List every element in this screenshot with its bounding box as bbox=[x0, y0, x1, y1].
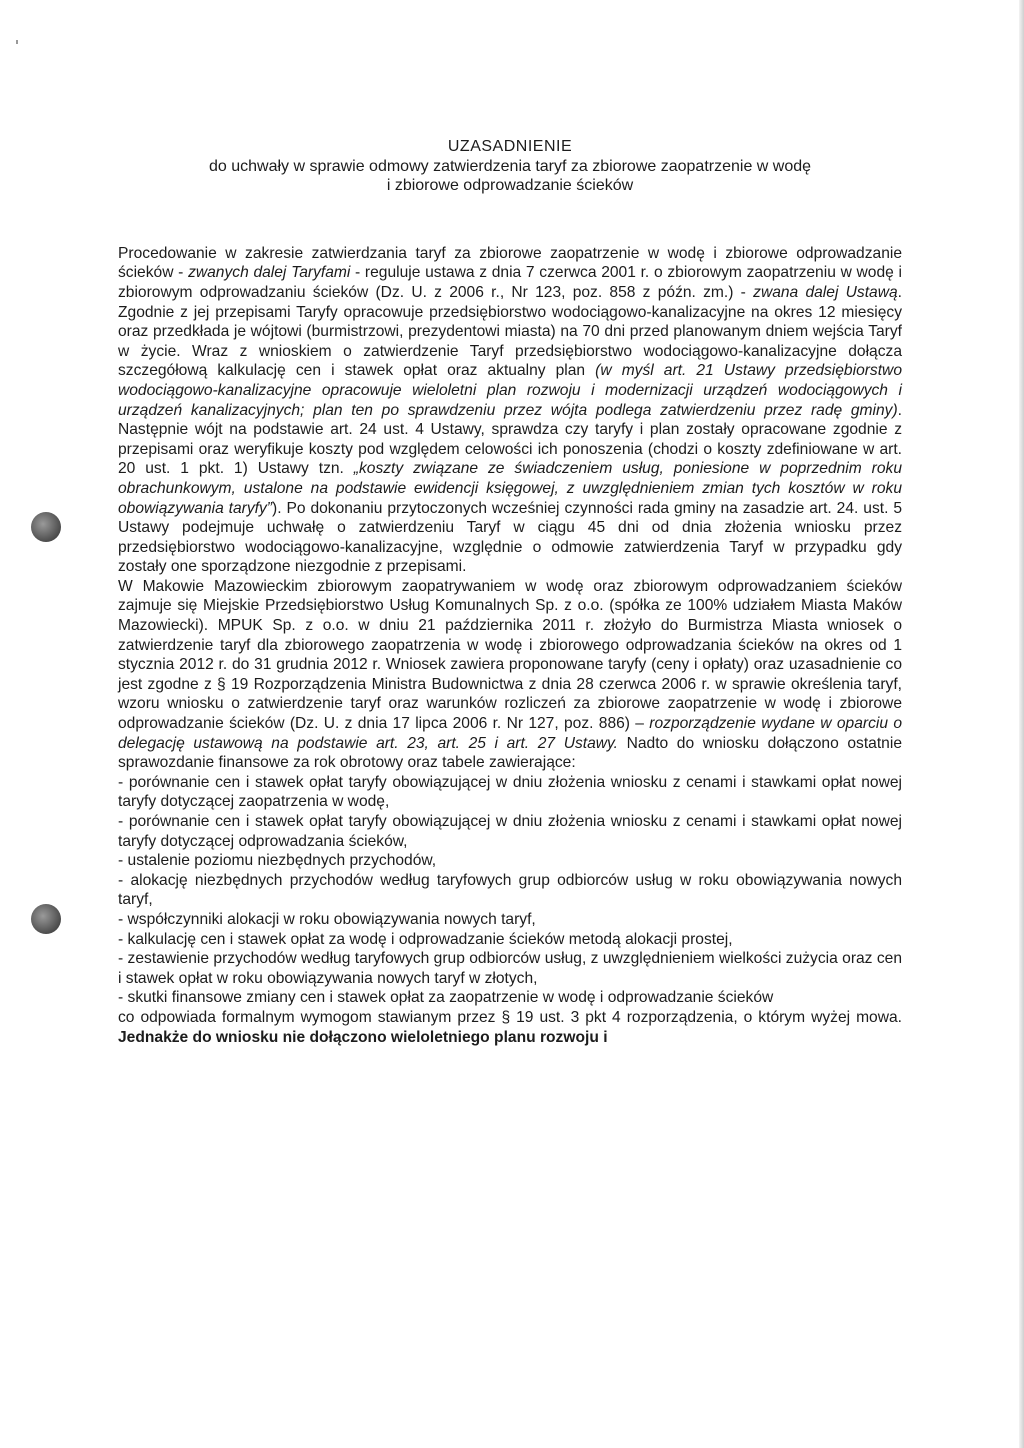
page-edge-shadow bbox=[1019, 0, 1024, 1448]
paragraph1-text-3: . Zgodnie z jej przepisami Taryfy opracowuje przedsiębiorstwo wodociągowo-kanalizacyjne na okres 12 miesięcy oraz przedkłada je wójtowi (burmistrzowi, prezydentowi miasta) na 70 dni przed planowanym dniem wejścia Taryf w życie. Wraz z wnioskiem o zatwierdzenie Taryf przedsiębiorstwo wodociągowo-kanalizacyjne dołącza szczegółową kalkulację cen i stawek opłat oraz aktualny plan bbox=[118, 283, 903, 380]
list-item: - porównanie cen i stawek opłat taryfy obowiązującej w dniu złożenia wniosku z cenami i stawkami opłat nowej taryfy dotyczącej odprowadzania ścieków, bbox=[118, 813, 902, 850]
paragraph2-italic-1: rozporządzenie wydane w oparciu o delegację ustawową na podstawie art. 23, art. 25 i art. 27 Ustawy. bbox=[118, 715, 902, 752]
document-title: UZASADNIENIE bbox=[447, 138, 573, 155]
paragraph1-text-1: Procedowanie w zakresie zatwierdzania taryf za zbiorowe zaopatrzenie w wodę i zbiorowe odprowadzanie ścieków - bbox=[118, 244, 902, 282]
scan-speck bbox=[16, 40, 18, 44]
attachment-list bbox=[118, 773, 902, 1008]
paragraph2-text-2: Nadto do wniosku dołączono ostatnie sprawozdanie finansowe za rok obrotowy oraz tabele zawierające: bbox=[118, 734, 902, 772]
paragraph-makow bbox=[118, 577, 902, 773]
punch-hole-lower bbox=[31, 904, 61, 934]
paragraph-closing bbox=[118, 1008, 902, 1047]
document-subtitle-line1: do uchwały w sprawie odmowy zatwierdzenia taryf za zbiorowe zaopatrzenie w wodę bbox=[208, 157, 812, 175]
paragraph1-italic-3: (w myśl art. 21 Ustawy przedsiębiorstwo wodociągowo-kanalizacyjne opracowuje wieloletni plan rozwoju i modernizacji urządzeń wodociągowych i urządzeń kanalizacyjnych; plan ten po sprawdzeniu przez wójta podlega zatwierdzeniu przez radę gminy) bbox=[118, 362, 902, 419]
paragraph1-italic-1: zwanych dalej Taryfami bbox=[188, 264, 351, 282]
paragraph1-text-5: ). Po dokonaniu przytoczonych wcześniej czynności rada gminy na zasadzie art. 24. ust. 5 Ustawy podejmuje uchwałę o zatwierdzeniu Taryf w ciągu 45 dni od dnia złożenia wniosku przez przedsiębiorstwo wodociągowo-kanalizacyjne, względnie o odmowie zatwierdzenia Taryf w przypadku gdy zostały one sporządzone niezgodnie z przepisami. bbox=[118, 499, 902, 576]
list-item: - zestawienie przychodów według taryfowych grup odbiorców usług, z uwzględnieniem wielkości zużycia oraz cen i stawek opłat w roku obowiązywania nowych taryf w złotych, bbox=[118, 950, 902, 987]
closing-text: co odpowiada formalnym wymogom stawianym przez § 19 ust. 3 pkt 4 rozporządzenia, o którym wyżej mowa. bbox=[118, 1008, 902, 1026]
paragraph1-text-2: - reguluje ustawa z dnia 7 czerwca 2001 r. o zbiorowym zaopatrzeniu w wodę i zbiorowym odprowadzaniu ścieków (Dz. U. z 2006 r., Nr 123, poz. 858 z późn. zm.) - bbox=[118, 264, 902, 301]
list-item: - skutki finansowe zmiany cen i stawek opłat za zaopatrzenie w wodę i odprowadzanie ścieków bbox=[118, 989, 774, 1007]
document-heading bbox=[118, 137, 902, 196]
document-body bbox=[118, 137, 902, 1047]
closing-bold-text: Jednakże do wniosku nie dołączono wieloletniego planu rozwoju i bbox=[118, 1028, 608, 1046]
list-item: - współczynniki alokacji w roku obowiązywania nowych taryf, bbox=[118, 910, 536, 928]
list-item: - kalkulację cen i stawek opłat za wodę i odprowadzanie ścieków metodą alokacji prostej, bbox=[118, 930, 733, 948]
punch-hole-upper bbox=[31, 512, 61, 542]
list-item: - porównanie cen i stawek opłat taryfy obowiązującej w dniu złożenia wniosku z cenami i stawkami opłat nowej taryfy dotyczącej zaopatrzenia w wodę, bbox=[118, 773, 902, 811]
document-subtitle-line2: i zbiorowe odprowadzanie ścieków bbox=[386, 177, 634, 195]
paragraph1-italic-2: zwana dalej Ustawą bbox=[753, 283, 898, 301]
list-item: - alokację niezbędnych przychodów według taryfowych grup odbiorców usług w roku obowiązywania nowych taryf, bbox=[118, 871, 902, 909]
paragraph1-text-4: . Następnie wójt na podstawie art. 24 ust. 4 Ustawy, sprawdza czy taryfy i plan zostały opracowane zgodnie z przepisami oraz weryfikuje koszty pod względem celowości ich ponoszenia (chodzi o koszty zdefiniowane w art. 20 ust. 1 pkt. 1) Ustawy tzn. bbox=[118, 401, 902, 478]
list-item: - ustalenie poziomu niezbędnych przychodów, bbox=[118, 852, 437, 870]
paragraph-procedure bbox=[118, 244, 902, 577]
paragraph2-text-1: W Makowie Mazowieckim zbiorowym zaopatrywaniem w wodę oraz zbiorowym odprowadzaniem ścieków zajmuje się Miejskie Przedsiębiorstwo Usług Komunalnych Sp. z o.o. (spółka ze 100% udziałem Miasta Maków Mazowiecki). MPUK Sp. z o.o. w dniu 21 października 2011 r. złożyło do Burmistrza Miasta wniosek o zatwierdzenie taryf dla zbiorowego zaopatrzenia w wodę i zbiorowego odprowadzania ścieków na okres od 1 stycznia 2012 r. do 31 grudnia 2012 r. Wniosek zawiera proponowane taryfy (ceny i opłaty) oraz uzasadnienie co jest zgodne z § 19 Rozporządzenia Ministra Budownictwa z dnia 28 czerwca 2006 r. w sprawie określenia taryf, wzoru wniosku o zatwierdzenie taryf oraz warunków rozliczeń za zbiorowe zaopatrzenie w wodę i zbiorowe odprowadzanie ścieków (Dz. U. z dnia 17 lipca 2006 r. Nr 127, poz. 886) – bbox=[118, 577, 902, 733]
paragraph1-italic-4: „koszty związane ze świadczeniem usług, poniesione w poprzednim roku obrachunkowym, ustalone na podstawie ewidencji księgowej, z uwzględnieniem zmian tych kosztów w roku obowiązywania taryfy” bbox=[118, 460, 903, 517]
